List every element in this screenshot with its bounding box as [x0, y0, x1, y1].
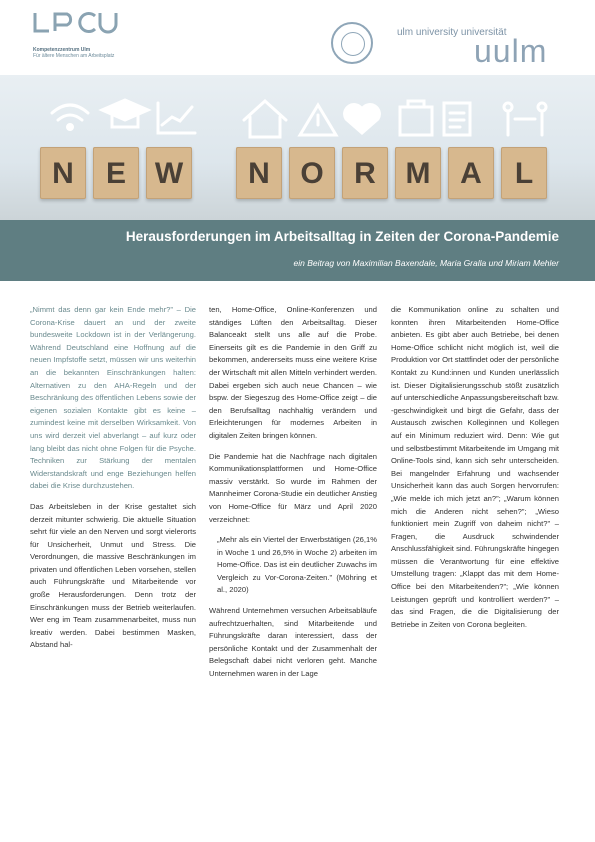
letter-block: M	[395, 147, 441, 199]
body-paragraph: die Kommunikation online zu schalten und konnten ihren Mitarbeitenden Home-Office anbieten. Es gibt aber auch Betriebe, bei denen Home-Office schlicht nicht möglich ist, weil die Produktion vor Ort stattfindet oder der persönliche Kontakt zu Kund:innen und Kunden unerlässlich ist. Dieser Digitalisierungsschub stößt zusätzlich auf unterschiedliche Anpassungsbereitschaft bzw. -geschwindigkeit und birgt die Gefahr, dass der Austausch zwischen Kolleginnen und Kollegen auf ein Minimum reduziert wird. Denn: Wie gut und selbstbestimmt Mitarbeitende im Umgang mit Online-Tools sind, kann sich sehr unterscheiden. Bei mangelnder Erfahrung und wachsender Unsicherheit kann das auch Sorgen hervorrufen: „Wie melde ich mich jetzt an?”; „Warum können mich die Anderen nicht sehen?”; „Wieso funktioniert mein Zugriff von daheim nicht?” – Fragen, die Ausdruck schwindender Anschlussfähigkeit sind. Führungskräfte hingegen müssen die Verantwortung für eine effektive Umstellung tragen: „Klappt das mit dem Home-Office bei den Mitarbeitenden?”; „Wie können Leistungen geprüft und kontrolliert werden?” – das sind Fragen, die die Digitalisierung der Betriebe in Zeiten von Corona begleiten.	[391, 305, 559, 629]
body-paragraph: Während Unternehmen versuchen Arbeitsabläufe aufrechtzuerhalten, sind Mitarbeitende und Führungskräfte daran interessiert, dass der persönliche Kontakt und der Zusammenhalt der Belegschaft dabei nicht verloren geht. Manche Unternehmen waren in der Lage	[209, 606, 377, 679]
lpcu-sub: Für ältere Menschen am Arbeitsplatz	[33, 53, 115, 59]
lead-paragraph: „Nimmt das denn gar kein Ende mehr?” – Die Corona-Krise dauert an und der zweite bundesweite Lockdown ist in der Verlängerung. Während Deutschland eine Hoffnung auf die neuen Impfstoffe setzt, müssen wir uns weiterhin an die bekannten Einschränkungen halten: Alternativen zu den AHA-Regeln und der Beschränkung des öffentlichen Lebens sowie der eigenen sozialen Kontakte gibt es keine – zumindest keine mit derselben Wirksamkeit. Von uns wird derzeit viel abverlangt – auf kurz oder lang bleibt das nicht ohne Folgen für die Psyche. Techniken zur Stärkung der mentalen Widerstandskraft und enge Beziehungen helfen dabei die Krise durchzustehen.	[30, 305, 196, 491]
letter-block: E	[93, 147, 139, 199]
article-title: Herausforderungen im Arbeitsalltag in Zeiten der Corona-Pandemie	[125, 229, 559, 244]
warning-icon	[300, 105, 336, 135]
letter-block: A	[448, 147, 494, 199]
letter-block: R	[342, 147, 388, 199]
column-2	[209, 304, 377, 689]
ulm-university-label: ulm university universität	[397, 27, 507, 38]
wifi-icon	[52, 105, 88, 130]
body-paragraph: Das Arbeitsleben in der Krise gestaltet sich derzeit mitunter schwierig. Die aktuelle Situation sehrt für viele an den Nerven und sorgt vielerorts für Unsicherheit, Unmut und Stress. Die Verordnungen, die massive Beschränkungen im privaten und öffentlichen Leben vorsehen, stellen auch Führungskräfte und Mitarbeitende vor große Herausforderungen. Denn trotz der Einschränkungen muss der Betrieb weiterlaufen. Wer eng im Team zusammenarbeitet, muss nun kreativ werden. Dabei bestimmen Masken, Abstand hal-	[30, 501, 196, 650]
uulm-logo: uulm	[474, 33, 548, 69]
column-3	[391, 304, 559, 639]
graduation-cap-icon	[102, 100, 148, 127]
shopping-bag-icon	[400, 101, 432, 135]
letter-block: L	[501, 147, 547, 199]
article-byline: ein Beitrag von Maximilian Baxendale, Maria Gralla und Miriam Mehler	[293, 258, 559, 268]
body-paragraph: Die Pandemie hat die Nachfrage nach digitalen Kommunikationsplattformen und Home-Office massiv verstärkt. So wurde im Rahmen der Mannheimer Corona-Studie ein deutlicher Anstieg von Home-Office für März und April 2020 verzeichnet:	[209, 451, 377, 524]
lpcu-subtitle	[33, 47, 114, 59]
letter-block: N	[40, 147, 86, 199]
quote-paragraph: „Mehr als ein Viertel der Erwerbstätigen (26,1% in Woche 1 und 26,5% in Woche 2) arbeiten im Home-Office. Das ist ein deutlicher Zuwachs im Vergleich zu Vor-Corona-Zeiten.” (Möhring et al., 2020)	[217, 535, 377, 595]
column-1	[30, 304, 196, 660]
letter-block: O	[289, 147, 335, 199]
chart-icon	[158, 103, 195, 133]
lpcu-name: Kompetenzzentrum Ulm	[33, 47, 91, 53]
lpcu-logo	[33, 12, 123, 34]
heartbeat-icon	[345, 105, 380, 133]
document-icon	[444, 103, 470, 135]
house-icon	[244, 101, 286, 137]
distance-icon	[504, 103, 546, 135]
letter-block: W	[146, 147, 192, 199]
letter-block: N	[236, 147, 282, 199]
university-seal-icon	[331, 22, 373, 64]
body-paragraph: ten, Home-Office, Online-Konferenzen und ständiges Lüften den Arbeitsalltag. Dieser Balanceakt stellt uns alle auf die Probe. Einerseits gilt es die Pandemie in den Griff zu bekommen, andererseits muss eine weitere Krise der Wirtschaft mit allen Mitteln verhindert werden. Dabei ergeben sich auch neue Chancen – wie bspw. der Siegeszug des Home-Office zeigt – die den Berufsalltag nachhaltig verändern und Erleichterungen für modernes Arbeiten in digitalen Zeiten bringen können.	[209, 305, 377, 440]
